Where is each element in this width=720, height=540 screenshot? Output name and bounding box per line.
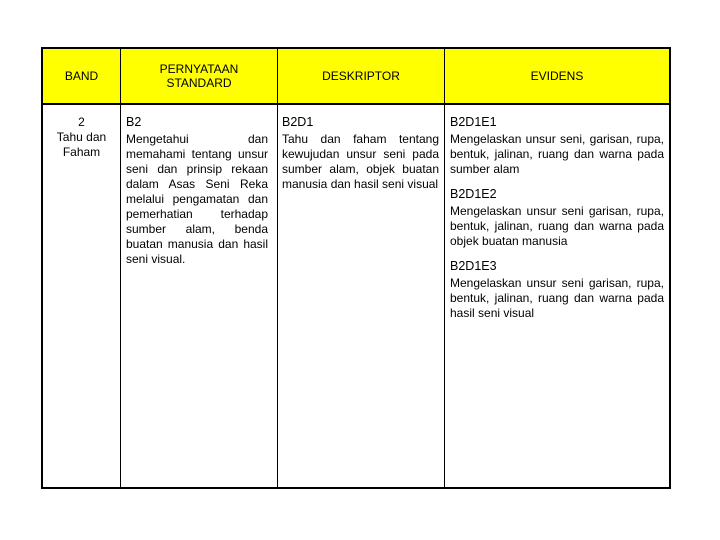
evidence-code: B2D1E2 xyxy=(450,187,497,201)
descriptor-text: Tahu dan faham tentang kewujudan unsur seni pada sumber alam, objek buatan manusia dan hasil seni visual xyxy=(282,132,439,191)
standard-cell xyxy=(126,115,268,267)
header-deskriptor-label: DESKRIPTOR xyxy=(322,69,400,83)
descriptor-code: B2D1 xyxy=(282,115,314,129)
band-number: 2 xyxy=(78,115,85,129)
header-pernyataan-standard xyxy=(121,49,277,103)
column-divider xyxy=(120,49,121,487)
evidence-text: Mengelaskan unsur seni garisan, rupa, bentuk, jalinan, ruang dan warna pada hasil seni visual xyxy=(450,276,664,320)
evidence-code: B2D1E1 xyxy=(450,115,497,129)
rubric-table xyxy=(41,47,671,489)
standard-code: B2 xyxy=(126,115,142,129)
evidence-text: Mengelaskan unsur seni, garisan, rupa, bentuk, jalinan, ruang dan warna pada sumber alam xyxy=(450,132,664,176)
band-label-line2: Faham xyxy=(62,145,101,159)
header-evidens-label: EVIDENS xyxy=(530,69,584,83)
evidence-cell xyxy=(450,115,664,331)
header-band-label: BAND xyxy=(64,69,99,83)
header-standard-label: STANDARD xyxy=(166,76,232,90)
column-divider xyxy=(444,49,445,487)
header-evidens xyxy=(445,49,669,103)
evidence-item xyxy=(450,259,664,321)
evidence-item xyxy=(450,115,664,177)
descriptor-cell xyxy=(282,115,439,192)
evidence-item xyxy=(450,187,664,249)
evidence-text: Mengelaskan unsur seni garisan, rupa, bentuk, jalinan, ruang dan warna pada objek buatan manusia xyxy=(450,204,664,248)
header-deskriptor xyxy=(278,49,444,103)
band-label-line1: Tahu dan xyxy=(56,130,107,144)
column-divider xyxy=(277,49,278,487)
band-cell xyxy=(45,115,118,160)
standard-text: Mengetahui dan memahami tentang unsur seni dan prinsip rekaan dalam Asas Seni Reka melalui pengamatan dan pemerhatian terhadap sumber alam, benda buatan manusia dan hasil seni visual. xyxy=(126,132,268,266)
header-band xyxy=(43,49,120,103)
header-pernyataan-label: PERNYATAAN xyxy=(159,62,239,76)
evidence-code: B2D1E3 xyxy=(450,259,497,273)
